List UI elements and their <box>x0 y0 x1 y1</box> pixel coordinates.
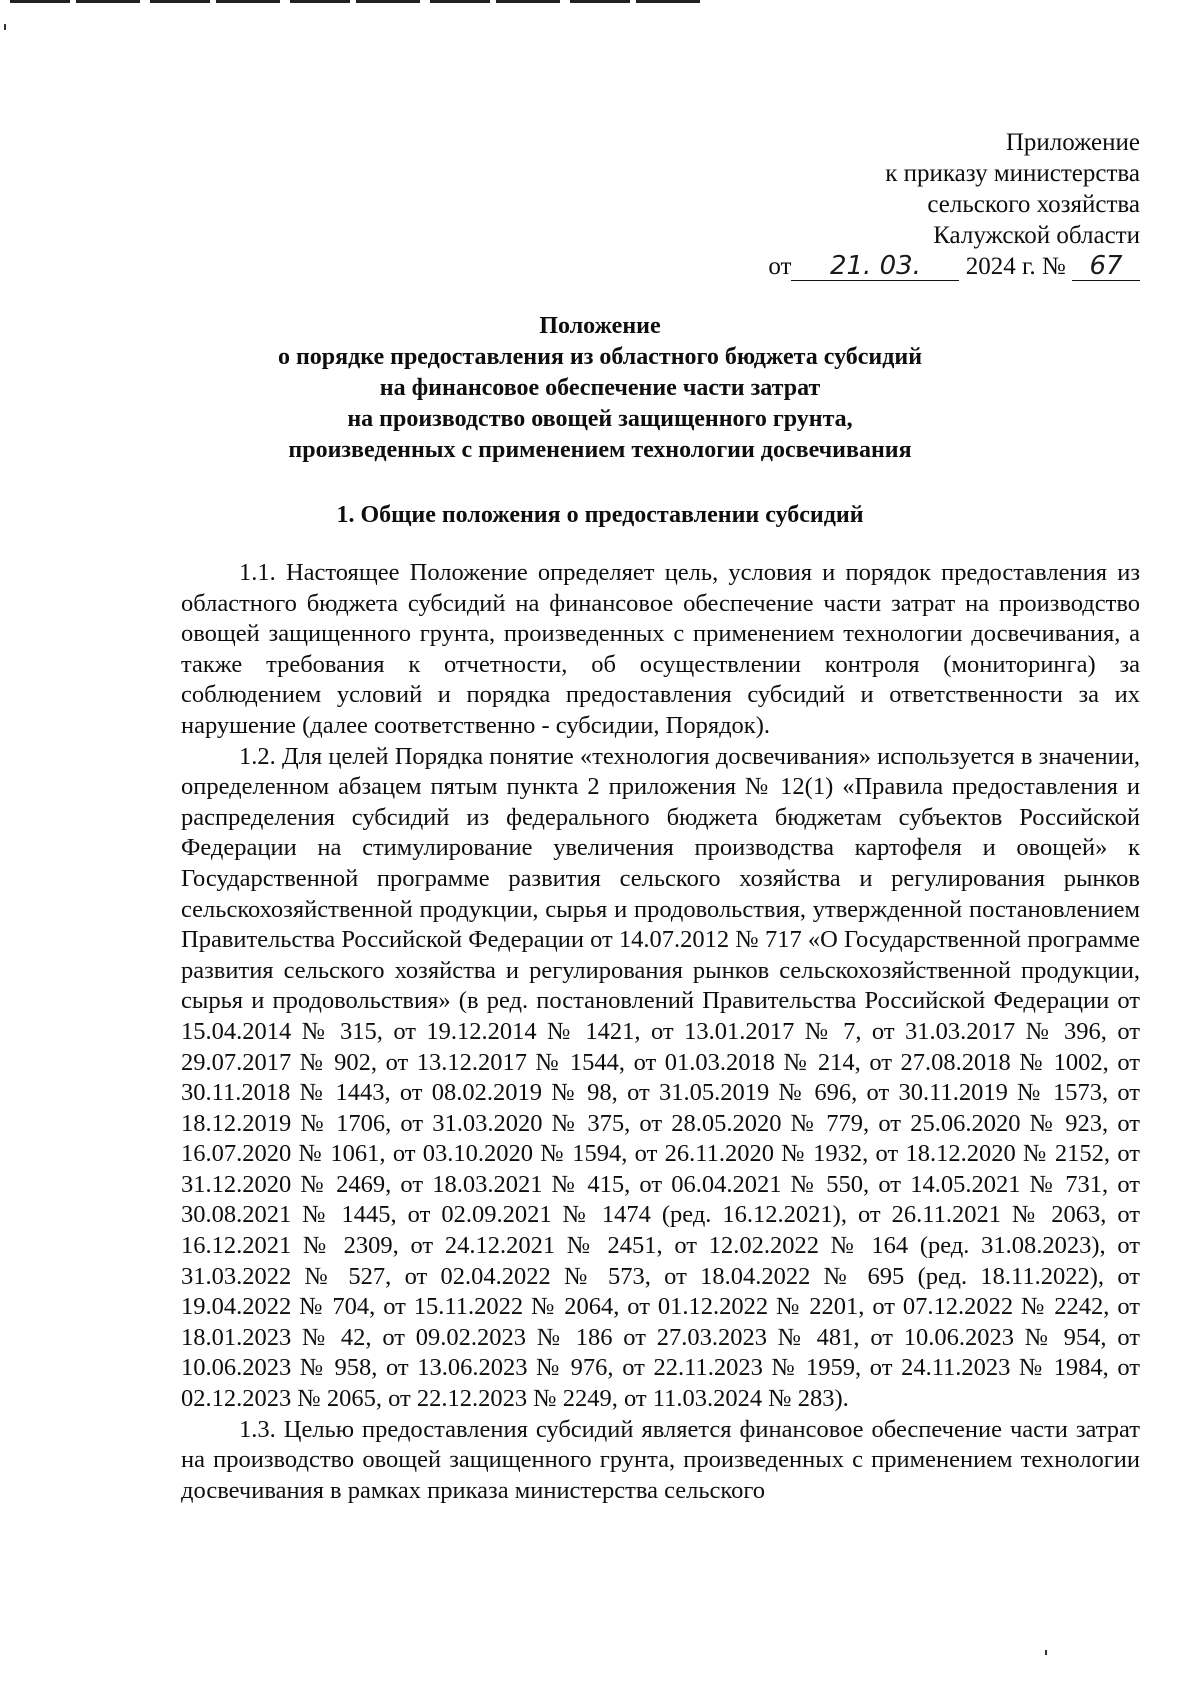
approval-line: Калужской области <box>933 222 1140 249</box>
paragraph-1-1: 1.1. Настоящее Положение определяет цель, условия и порядок предоставления из областного бюджета субсидий на финансовое обеспечение части затрат на производство овощей защищенного грунта, произведенных с применением технологии досвечивания, а также требования к отчетности, об осуществлении контроля (мониторинга) за соблюдением условий и порядка предоставления субсидий и ответственности за их нарушение (далее соответственно - субсидии, Порядок). <box>181 559 1140 739</box>
approval-line: сельского хозяйства <box>927 191 1140 218</box>
title-line: Положение <box>539 313 661 339</box>
approval-date-row <box>768 251 1140 282</box>
document-title <box>0 311 1200 466</box>
title-line: на финансовое обеспечение части затрат <box>379 375 821 401</box>
approval-line: к приказу министерства <box>885 160 1140 187</box>
handwritten-date: 21. 03. <box>791 252 959 281</box>
title-line: о порядке предоставления из областного бюджета субсидий <box>277 344 923 370</box>
scan-speck <box>4 24 6 30</box>
year-suffix: 2024 г. № <box>965 253 1066 280</box>
title-line: на производство овощей защищенного грунта, <box>347 406 853 432</box>
section-heading: 1. Общие положения о предоставлении субсидий <box>336 502 864 528</box>
document-body <box>181 558 1140 1506</box>
approval-line: Приложение <box>1005 129 1140 156</box>
scan-speck <box>1045 1650 1047 1655</box>
title-line: произведенных с применением технологии досвечивания <box>288 437 912 463</box>
scan-edge-mark <box>10 0 710 3</box>
approval-block <box>768 127 1140 282</box>
paragraph-1-3: 1.3. Целью предоставления субсидий является финансовое обеспечение части затрат на производство овощей защищенного грунта, произведенных с применением технологии досвечивания в рамках приказа министерства сельского <box>181 1415 1140 1504</box>
paragraph-1-2: 1.2. Для целей Порядка понятие «технология досвечивания» используется в значении, определенном абзацем пятым пункта 2 приложения № 12(1) «Правила предоставления и распределения субсидий из федерального бюджета бюджетам субъектов Российской Федерации на стимулирование увеличения производства картофеля и овощей» к Государственной программе развития сельского хозяйства и регулирования рынков сельскохозяйственной продукции, сырья и продовольствия, утвержденной постановлением Правительства Российской Федерации от 14.07.2012 № 717 «О Государственной программе развития сельского хозяйства и регулирования рынков сельскохозяйственной продукции, сырья и продовольствия» (в ред. постановлений Правительства Российской Федерации от 15.04.2014 № 315, от 19.12.2014 № 1421, от 13.01.2017 № 7, от 31.03.2017 № 396, от 29.07.2017 № 902, от 13.12.2017 № 1544, от 01.03.2018 № 214, от 27.08.2018 № 1002, от 30.11.2018 № 1443, от 08.02.2019 № 98, от 31.05.2019 № 696, от 30.11.2019 № 1573, от 18.12.2019 № 1706, от 31.03.2020 № 375, от 28.05.2020 № 779, от 25.06.2020 № 923, от 16.07.2020 № 1061, от 03.10.2020 № 1594, от 26.11.2020 № 1932, от 18.12.2020 № 2152, от 31.12.2020 № 2469, от 18.03.2021 № 415, от 06.04.2021 № 550, от 14.05.2021 № 731, от 30.08.2021 № 1445, от 02.09.2021 № 1474 (ред. 16.12.2021), от 26.11.2021 № 2063, от 16.12.2021 № 2309, от 24.12.2021 № 2451, от 12.02.2022 № 164 (ред. 31.08.2023), от 31.03.2022 № 527, от 02.04.2022 № 573, от 18.04.2022 № 695 (ред. 18.11.2022), от 19.04.2022 № 704, от 15.11.2022 № 2064, от 01.12.2022 № 2201, от 07.12.2022 № 2242, от 18.01.2023 № 42, от 09.02.2023 № 186 от 27.03.2023 № 481, от 10.06.2023 № 954, от 10.06.2023 № 958, от 13.06.2023 № 976, от 22.11.2023 № 1959, от 24.11.2023 № 1984, от 02.12.2023 № 2065, от 22.12.2023 № 2249, от 11.03.2024 № 283). <box>181 742 1140 1413</box>
handwritten-number: 67 <box>1072 252 1140 281</box>
date-prefix: от <box>768 253 792 280</box>
